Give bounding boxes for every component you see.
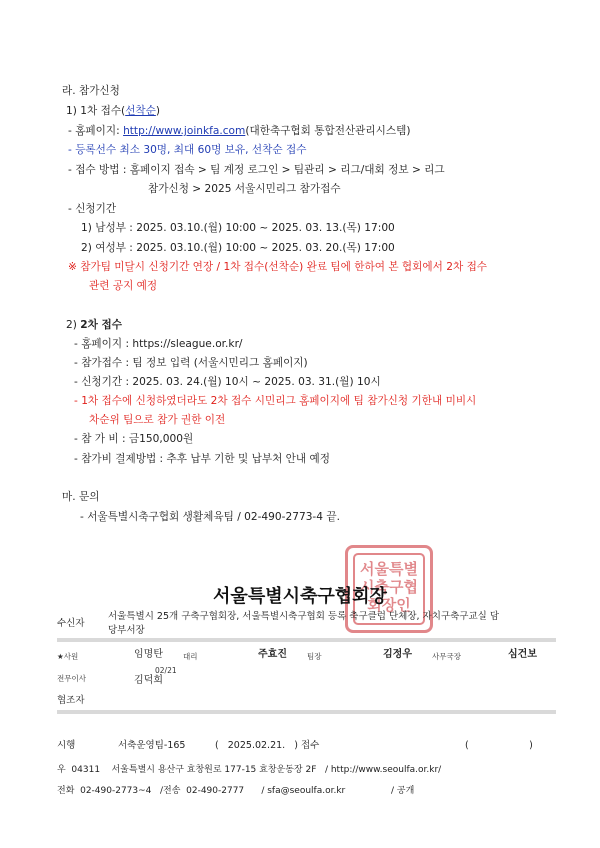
address-line: 우 04311 서울특별시 용산구 효창원로 177-15 효창운동장 2F / http://www.seoulfa.or.kr/ bbox=[57, 765, 442, 775]
approval-name-4: 심건보 bbox=[508, 649, 537, 660]
notice-line-1: ※ 참가팀 미달시 신청기간 연장 / 1차 접수(선착순) 완료 팀에 한하여 본 협회에서 2차 접수 bbox=[68, 261, 488, 273]
round2-label-bold: 2차 접수 bbox=[80, 319, 123, 331]
approval-role-3: 팀장 bbox=[307, 652, 322, 661]
method-line-2: 참가신청 > 2025 서울시민리그 참가접수 bbox=[148, 183, 341, 195]
homepage-prefix: - 홈페이지: bbox=[68, 125, 124, 137]
recipients-line-2: 당부서장 bbox=[108, 625, 145, 636]
round1-label-suffix: ) bbox=[155, 105, 161, 117]
homepage-suffix: (대한축구협회 통합전산관리시스템) bbox=[245, 125, 411, 137]
section-heading-ma: 마. 문의 bbox=[62, 491, 100, 503]
approval-name-3: 김정우 bbox=[383, 649, 412, 660]
method-line-1: - 접수 방법 : 홈페이지 접속 > 팀 계정 로그인 > 팀관리 > 리그/대회 정보 > 리그 bbox=[68, 164, 445, 176]
round2-payment: - 참가비 결제방법 : 추후 납부 기한 및 납부처 안내 예정 bbox=[74, 453, 330, 465]
round1-label-prefix: 1) 1차 접수( bbox=[66, 105, 126, 117]
round2-period: - 신청기간 : 2025. 03. 24.(월) 10시 ~ 2025. 03. 31.(월) 10시 bbox=[74, 376, 381, 388]
period-men: 1) 남성부 : 2025. 03.10.(월) 10:00 ~ 2025. 03. 13.(목) 17:00 bbox=[81, 222, 395, 234]
senior-role: 전무이사 bbox=[57, 674, 86, 683]
round2-application: - 참가접수 : 팀 정보 입력 (서울시민리그 홈페이지) bbox=[74, 357, 308, 369]
senior-name: 김덕희 bbox=[134, 675, 163, 686]
approval-name-2: 주효진 bbox=[258, 649, 287, 660]
round2-label bbox=[66, 318, 122, 332]
receipt-paren: ( ) bbox=[465, 740, 533, 751]
period-women: 2) 여성부 : 2025. 03.10.(월) 10:00 ~ 2025. 03. 20.(목) 17:00 bbox=[81, 242, 395, 254]
round2-homepage: - 홈페이지 : https://sleague.or.kr/ bbox=[74, 338, 243, 350]
enforce-number: 서축운영팀-165 bbox=[118, 740, 186, 751]
recipients-line-1: 서울특별시 25개 구축구협회장, 서울특별시축구협회 등록 축구클럽 단체장, 자치구축구교실 담 bbox=[108, 611, 500, 622]
first-come-link[interactable]: 선착순 bbox=[125, 105, 156, 117]
recipients-label: 수신자 bbox=[57, 618, 85, 629]
divider-bottom bbox=[57, 710, 556, 714]
enforce-date: ( 2025.02.21. ) 접수 bbox=[215, 740, 320, 751]
approval-name-1: 임명탄 bbox=[134, 649, 163, 660]
issuer-title: 서울특별시축구협회장 bbox=[213, 586, 387, 607]
approval-role-1: ★사원 bbox=[57, 652, 79, 661]
round1-homepage bbox=[68, 124, 410, 138]
round2-warning-line-1: - 1차 접수에 신청하였더라도 2차 접수 시민리그 홈페이지에 팀 참가신청 기한내 미비시 bbox=[74, 395, 477, 407]
registration-note: - 등록선수 최소 30명, 최대 60명 보유, 선착순 접수 bbox=[68, 144, 307, 156]
period-label: - 신청기간 bbox=[68, 203, 117, 215]
approval-role-2: 대리 bbox=[183, 652, 198, 661]
phone-line: 전화 02-490-2773~4 /전송 02-490-2777 / sfa@seoulfa.or.kr / 공개 bbox=[57, 786, 415, 796]
round2-fee: - 참 가 비 : 금150,000원 bbox=[74, 433, 194, 445]
round2-label-prefix: 2) bbox=[66, 319, 81, 331]
senior-date: 02/21 bbox=[155, 666, 177, 675]
notice-line-2: 관련 공지 예정 bbox=[89, 280, 158, 292]
section-heading-ra: 라. 참가신청 bbox=[62, 85, 120, 97]
approval-role-4: 사무국장 bbox=[432, 652, 461, 661]
joinkfa-link[interactable]: http://www.joinkfa.com bbox=[123, 125, 246, 137]
seal-text: 서울특별 시축구협 회장인 bbox=[360, 560, 418, 614]
contact-line: - 서울특별시축구협회 생활체육팀 / 02-490-2773-4 끝. bbox=[80, 511, 340, 523]
enforce-label: 시행 bbox=[57, 740, 76, 751]
round1-label bbox=[66, 104, 160, 118]
divider-top bbox=[57, 638, 556, 642]
cooperator-label: 협조자 bbox=[57, 695, 85, 706]
round2-warning-line-2: 차순위 팀으로 참가 권한 이전 bbox=[89, 414, 226, 426]
